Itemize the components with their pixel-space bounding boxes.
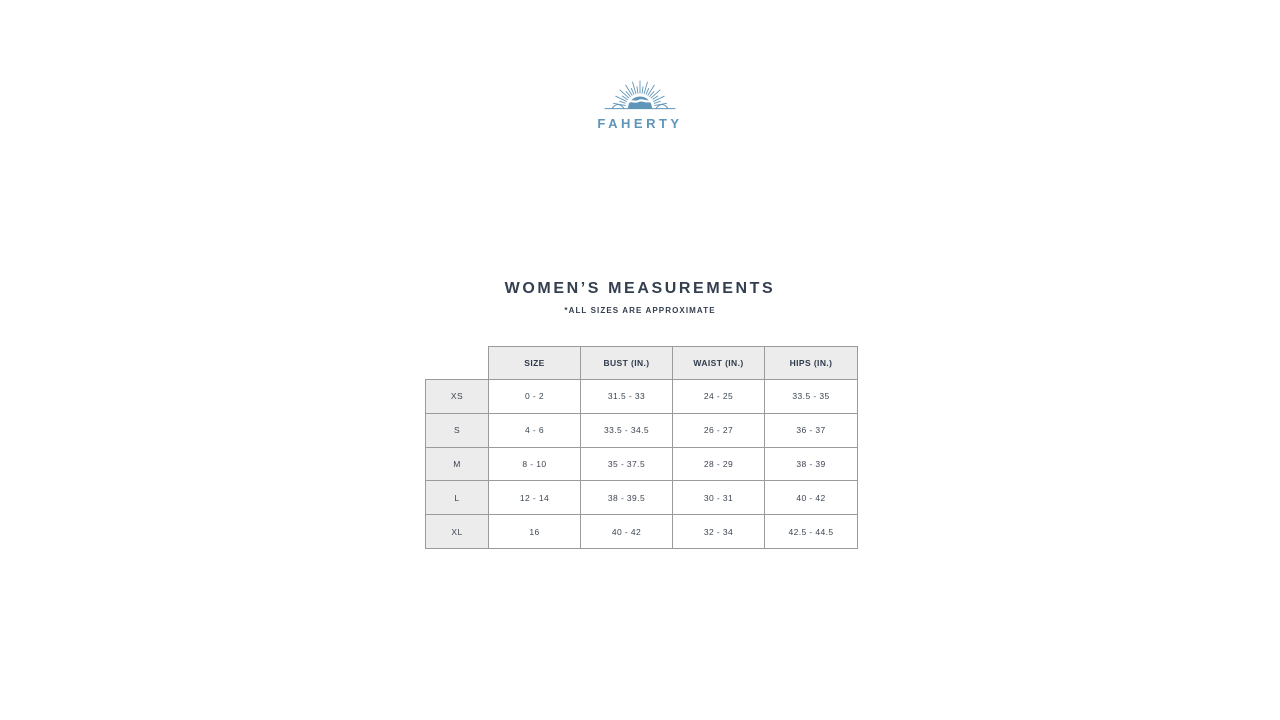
column-header-bust: BUST (IN.)	[581, 347, 673, 380]
row-label-m: M	[426, 447, 489, 481]
column-header-hips: HIPS (IN.)	[765, 347, 858, 380]
cell-l-waist: 30 - 31	[673, 481, 765, 515]
row-label-xl: XL	[426, 515, 489, 549]
table-row-m	[426, 447, 858, 481]
cell-xs-bust: 31.5 - 33	[581, 380, 673, 414]
cell-l-hips: 40 - 42	[765, 481, 858, 515]
cell-xl-size: 16	[489, 515, 581, 549]
cell-m-waist: 28 - 29	[673, 447, 765, 481]
blank-corner-cell	[426, 347, 489, 380]
row-label-xs: XS	[426, 380, 489, 414]
cell-s-bust: 33.5 - 34.5	[581, 413, 673, 447]
cell-s-size: 4 - 6	[489, 413, 581, 447]
sun-over-wave-icon	[595, 72, 685, 114]
cell-xl-hips: 42.5 - 44.5	[765, 515, 858, 549]
page-subtitle: *ALL SIZES ARE APPROXIMATE	[564, 306, 716, 315]
header-row	[426, 347, 858, 380]
heading-block	[0, 280, 1280, 315]
cell-xs-size: 0 - 2	[489, 380, 581, 414]
cell-xl-waist: 32 - 34	[673, 515, 765, 549]
table-row-xs	[426, 380, 858, 414]
table-row-s	[426, 413, 858, 447]
cell-l-size: 12 - 14	[489, 481, 581, 515]
table-row-l	[426, 481, 858, 515]
cell-s-waist: 26 - 27	[673, 413, 765, 447]
cell-m-hips: 38 - 39	[765, 447, 858, 481]
cell-s-hips: 36 - 37	[765, 413, 858, 447]
column-header-size: SIZE	[489, 347, 581, 380]
table-row-xl	[426, 515, 858, 549]
cell-m-size: 8 - 10	[489, 447, 581, 481]
row-label-s: S	[426, 413, 489, 447]
cell-m-bust: 35 - 37.5	[581, 447, 673, 481]
row-label-l: L	[426, 481, 489, 515]
cell-xs-hips: 33.5 - 35	[765, 380, 858, 414]
page-title: WOMEN’S MEASUREMENTS	[504, 280, 776, 297]
sun-shape	[628, 97, 652, 109]
column-header-waist: WAIST (IN.)	[673, 347, 765, 380]
faherty-logo	[0, 72, 1280, 131]
cell-l-bust: 38 - 39.5	[581, 481, 673, 515]
cell-xs-waist: 24 - 25	[673, 380, 765, 414]
cell-xl-bust: 40 - 42	[581, 515, 673, 549]
brand-wordmark: FAHERTY	[597, 116, 683, 131]
size-chart-table	[425, 346, 858, 549]
